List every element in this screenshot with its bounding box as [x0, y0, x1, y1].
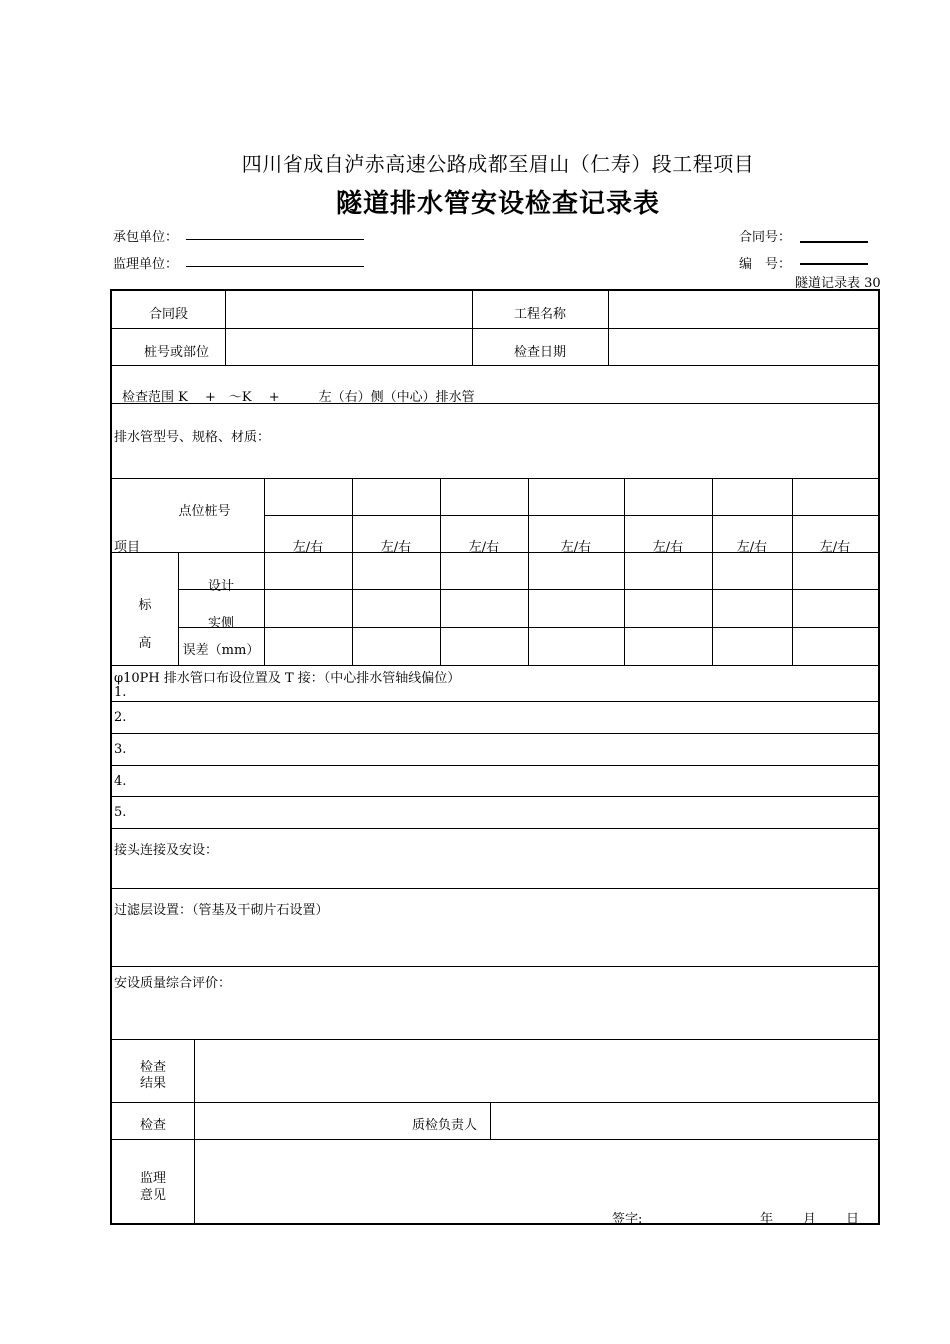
supervisor-label: 监理单位：: [113, 257, 179, 272]
inspector-label: 检查: [139, 1118, 166, 1133]
serial-no-field[interactable]: [800, 263, 868, 265]
opinion-label-line2: 意见: [139, 1188, 166, 1203]
contract-no-field[interactable]: [800, 241, 868, 243]
outlet-item: 5.: [114, 805, 127, 820]
qc-manager-label: 质检负责人: [412, 1118, 478, 1133]
serial-no-label: 编 号：: [739, 257, 792, 272]
quality-label: 安设质量综合评价：: [114, 976, 232, 991]
joint-label: 接头连接及安设：: [114, 843, 219, 858]
inspection-range: 检查范围 K + ～K + 左（右）侧（中心）排水管: [122, 390, 475, 405]
outlet-item: 4.: [114, 774, 127, 789]
item-label: 项目: [114, 540, 141, 555]
day-label: 日: [846, 1212, 860, 1227]
side-label: 左/右: [380, 540, 412, 555]
outlet-heading: φ10PH 排水管口布设位置及 T 接：（中心排水管轴线偏位）: [114, 671, 461, 686]
outlet-item: 3.: [114, 742, 127, 757]
outlet-item: 2.: [114, 710, 127, 725]
supervisor-field[interactable]: [186, 266, 364, 267]
result-label-line2: 结果: [139, 1076, 166, 1091]
station-part-value[interactable]: [227, 330, 470, 364]
elevation-label-top: 标: [138, 598, 152, 613]
project-name-value[interactable]: [610, 293, 876, 327]
contract-no-label: 合同号：: [739, 230, 792, 245]
form-number: 隧道记录表 30: [795, 276, 881, 291]
elevation-label-bottom: 高: [138, 636, 152, 651]
point-station-label: 点位桩号: [178, 504, 231, 519]
inspection-date-value[interactable]: [610, 330, 876, 364]
record-table: [110, 289, 880, 1225]
contract-section-label: 合同段: [148, 307, 188, 322]
station-part-label: 桩号或部位: [143, 345, 209, 360]
outlet-item: 1.: [114, 685, 127, 700]
side-label: 左/右: [292, 540, 324, 555]
side-label: 左/右: [652, 540, 684, 555]
document-subtitle: 四川省成自泸赤高速公路成都至眉山（仁寿）段工程项目: [241, 152, 755, 176]
qc-manager-value[interactable]: [492, 1104, 876, 1138]
contract-section-value[interactable]: [227, 293, 470, 327]
year-label: 年: [760, 1212, 774, 1227]
document-title: 隧道排水管安设检查记录表: [335, 189, 660, 219]
inspection-date-label: 检查日期: [513, 345, 566, 360]
pipe-model-label: 排水管型号、规格、材质：: [114, 430, 271, 445]
contractor-field[interactable]: [186, 239, 364, 240]
month-label: 月: [803, 1212, 817, 1227]
signature-label: 签字:: [612, 1212, 643, 1227]
opinion-label-line1: 监理: [139, 1171, 166, 1186]
project-name-label: 工程名称: [513, 307, 566, 322]
side-label: 左/右: [560, 540, 592, 555]
result-label-line1: 检查: [139, 1060, 166, 1075]
error-label: 误差（mm）: [182, 643, 260, 658]
design-label: 设计: [207, 579, 234, 594]
filter-label: 过滤层设置：（管基及干砌片石设置）: [114, 903, 329, 918]
contractor-label: 承包单位：: [113, 230, 179, 245]
side-label: 左/右: [468, 540, 500, 555]
side-label: 左/右: [819, 540, 851, 555]
side-label: 左/右: [736, 540, 768, 555]
actual-label: 实侧: [207, 616, 234, 631]
